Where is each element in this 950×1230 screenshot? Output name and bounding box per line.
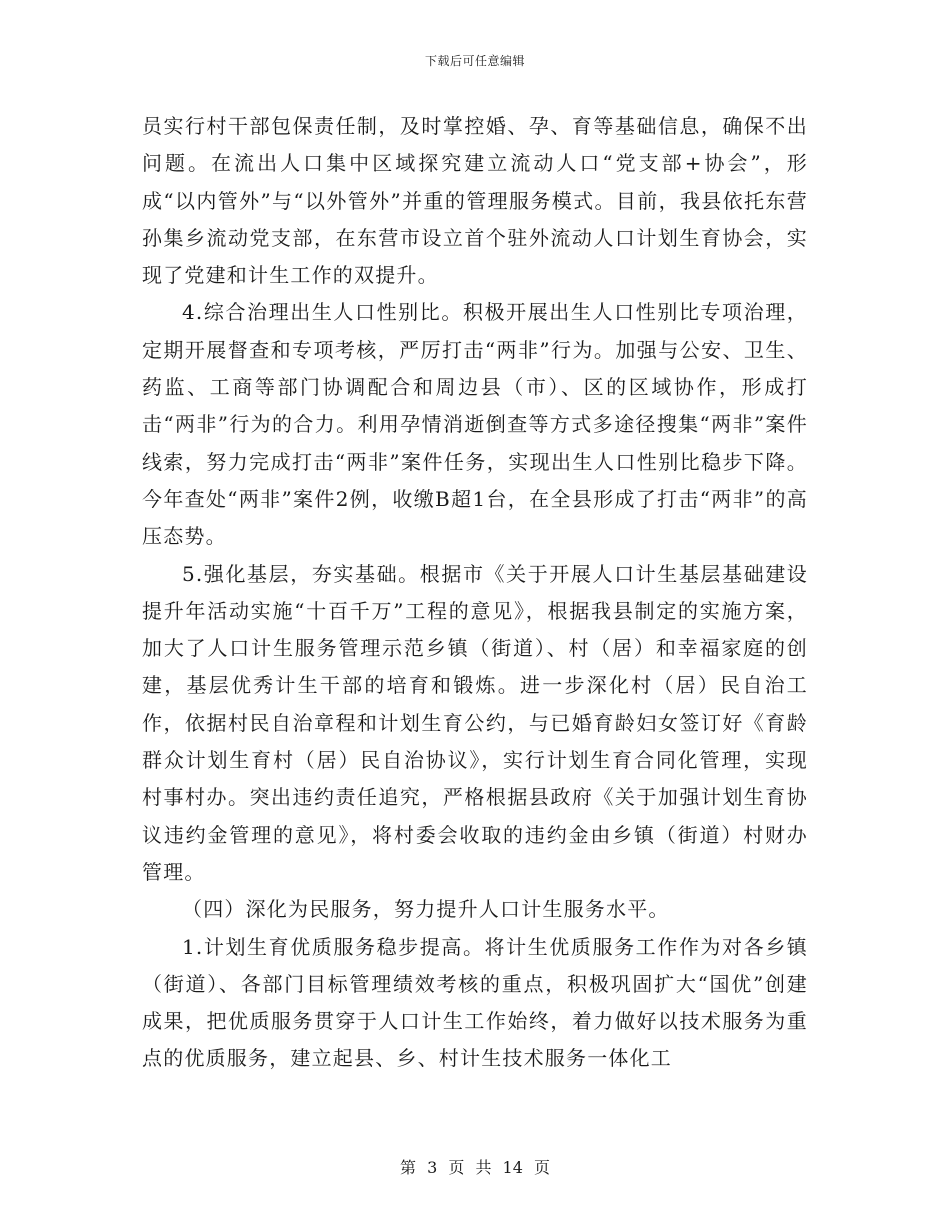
paragraph-sex-ratio: 4.综合治理出生人口性别比。积极开展出生人口性别比专项治理，定期开展督查和专项考核，严厉打击“两非”行为。加强与公安、卫生、药监、工商等部门协调配合和周边县（市）、区的区域协作，形成打击“两非”行为的合力。利用孕情消逝倒查等方式多途径搜集“两非”案件线索，努力完成打击“两非”案件任务，实现出生人口性别比稳步下降。今年查处“两非”案件2例，收缴B超1台，在全县形成了打击“两非”的高压态势。: [142, 300, 808, 549]
paragraph-continuation: 员实行村干部包保责任制，及时掌控婚、孕、育等基础信息，确保不出问题。在流出人口集中区域探究建立流动人口“党支部+协会”，形成“以内管外”与“以外管外”并重的管理服务模式。目前，我县依托东营孙集乡流动党支部，在东营市设立首个驻外流动人口计划生育协会，实现了党建和计生工作的双提升。: [142, 114, 808, 288]
section-heading-4: （四）深化为民服务，努力提升人口计生服务水平。: [182, 897, 670, 922]
paragraph-quality-service: 1.计划生育优质服务稳步提高。将计生优质服务工作作为对各乡镇（街道）、各部门目标管理绩效考核的重点，积极巩固扩大“国优”创建成果，把优质服务贯穿于人口计生工作始终，着力做好以技术服务为重点的优质服务，建立起县、乡、村计生技术服务一体化工: [142, 934, 808, 1071]
page-header: 下载后可任意编辑: [424, 54, 525, 68]
document-body: [142, 108, 808, 1078]
page-footer: 第 3 页 共 14 页: [400, 1158, 550, 1177]
paragraph-grassroots: 5.强化基层，夯实基础。根据市《关于开展人口计生基层基础建设提升年活动实施“十百千万”工程的意见》，根据我县制定的实施方案，加大了人口计生服务管理示范乡镇（街道）、村（居）和幸福家庭的创建，基层优秀计生干部的培育和锻炼。进一步深化村（居）民自治工作，依据村民自治章程和计划生育公约，与已婚育龄妇女签订好《育龄群众计划生育村（居）民自治协议》，实行计划生育合同化管理，实现村事村办。突出违约责任追究，严格根据县政府《关于加强计划生育协议违约金管理的意见》，将村委会收取的违约金由乡镇（街道）村财办管理。: [142, 561, 808, 884]
